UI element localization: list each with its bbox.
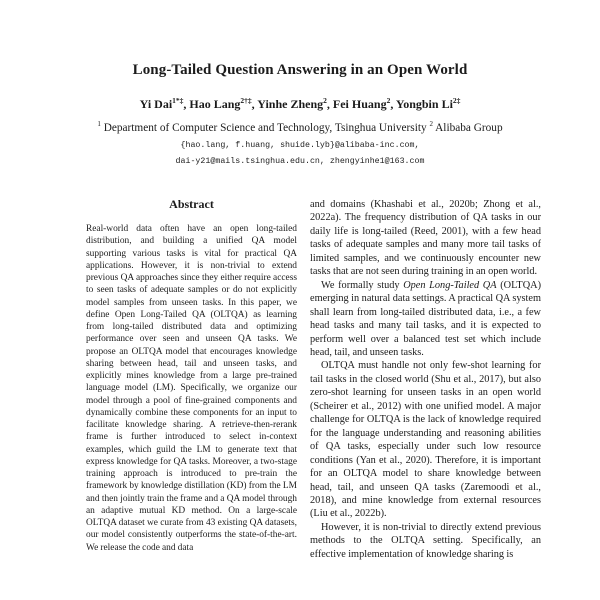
body-paragraph <box>310 521 541 561</box>
author-superscript: 2†‡ <box>240 96 252 105</box>
author-name: Yi Dai <box>139 97 173 111</box>
author-separator: , <box>251 97 258 111</box>
affiliation-line <box>20 120 580 134</box>
author <box>140 97 184 111</box>
paragraph-text: However, it is non-trivial to directly extend previous methods to the OLTQA setting. Specifically, an effective implementation of knowledge sharing is <box>310 521 541 560</box>
paper-title: Long-Tailed Question Answering in an Open World <box>132 62 468 78</box>
abstract-heading: Abstract <box>169 197 214 211</box>
author <box>189 97 251 111</box>
author <box>333 97 390 111</box>
body-paragraph <box>310 198 541 279</box>
affiliation-text: Department of Computer Science and Technology, Tsinghua University <box>100 121 430 134</box>
paragraph-text: OLTQA must handle not only few-shot learning for tail tasks in the closed world (Shu et al., 2017), but also zero-shot learning for unseen tasks in an open world (Scheirer et al., 2012) with one unified model. A major challenge for OLTQA is the lack of knowledge required for the language understanding and reasoning abilities of QA tasks, especially under such low resource conditions (Yan et al., 2020). Therefore, it is important for an OLTQA model to share knowledge between head, tail, and unseen QA tasks (Zaremoodi et al., 2018), and mine knowledge from external resources (Liu et al., 2022b). <box>310 360 541 520</box>
author-name: Yinhe Zheng <box>257 97 324 111</box>
author-name: Hao Lang <box>189 97 241 111</box>
email-line: {hao.lang, f.huang, shuide.lyb}@alibaba-inc.com, <box>180 141 420 150</box>
paragraph-text: We formally study <box>321 279 404 291</box>
author-separator: , <box>326 97 333 111</box>
author-line <box>30 96 570 112</box>
author-superscript: 2 <box>386 96 391 105</box>
author-name: Fei Huang <box>332 97 387 111</box>
italic-text: Open Long-Tailed QA <box>403 279 497 291</box>
author-superscript: 2‡ <box>452 96 461 105</box>
author <box>396 97 461 111</box>
affiliation-superscript: 1 <box>97 120 101 128</box>
affiliation-superscript: 2 <box>429 120 433 128</box>
abstract-column <box>86 197 297 600</box>
abstract-text: Real-world data often have an open long-tailed distribution, and building a unified QA model supporting various tasks is vital for practical QA applications. However, it is non-trivial to extend previous QA approaches since they either require access to seen tasks of adequate samples or do not explicitly model samples from unseen tasks. In this paper, we define Open Long-Tailed QA (OLTQA) as learning from long-tailed distributed data and optimizing performance over seen and unseen QA tasks. We propose an OLTQA model that encourages knowledge sharing between head, tail and unseen tasks, and explicitly mines knowledge from a large pre-trained language model (LM). Specifically, we organize our model through a pool of fine-grained components and dynamically combine these components for an input to facilitate knowledge sharing. A retrieve-then-rerank frame is further introduced to select in-context examples, which guild the LM to generate text that express knowledge for QA tasks. Moreover, a two-stage training approach is introduced to pre-train the framework by knowledge distillation (KD) from the LM and then jointly train the frame and a QA model through an adaptive mutual KD method. On a large-scale OLTQA dataset we curate from 43 existing QA datasets, our model consistently outperforms the state-of-the-art. We release the code and data <box>86 224 297 553</box>
paragraph-text: (OLTQA) emerging in natural data settings. A practical QA system shall learn from long-tailed distributed data, i.e., a few head tasks and many tail tasks, and it is expected to perform well over a balanced test set which include head, tail, and unseen tasks. <box>310 279 541 358</box>
author <box>257 97 327 111</box>
author-superscript: 1*‡ <box>172 96 184 105</box>
author-superscript: 2 <box>323 96 327 105</box>
author-separator: , <box>183 97 190 111</box>
body-paragraph <box>310 359 541 520</box>
paragraph-text: and domains (Khashabi et al., 2020b; Zhong et al., 2022a). The frequency distribution of QA tasks in our daily life is long-tailed (Reed, 2001), with a few head tasks of adequate samples and many more tail tasks of limited samples, and we continuously encounter new tasks that are not seen during training in an open world. <box>310 199 541 278</box>
body-paragraph <box>310 279 541 360</box>
email-block <box>30 138 570 169</box>
author-separator: , <box>390 97 396 111</box>
author-name: Yongbin Li <box>395 97 453 111</box>
email-line: dai-y21@mails.tsinghua.edu.cn, zhengyinhe1@163.com <box>175 156 425 166</box>
intro-column <box>310 198 541 600</box>
affiliation-text: Alibaba Group <box>432 121 503 134</box>
